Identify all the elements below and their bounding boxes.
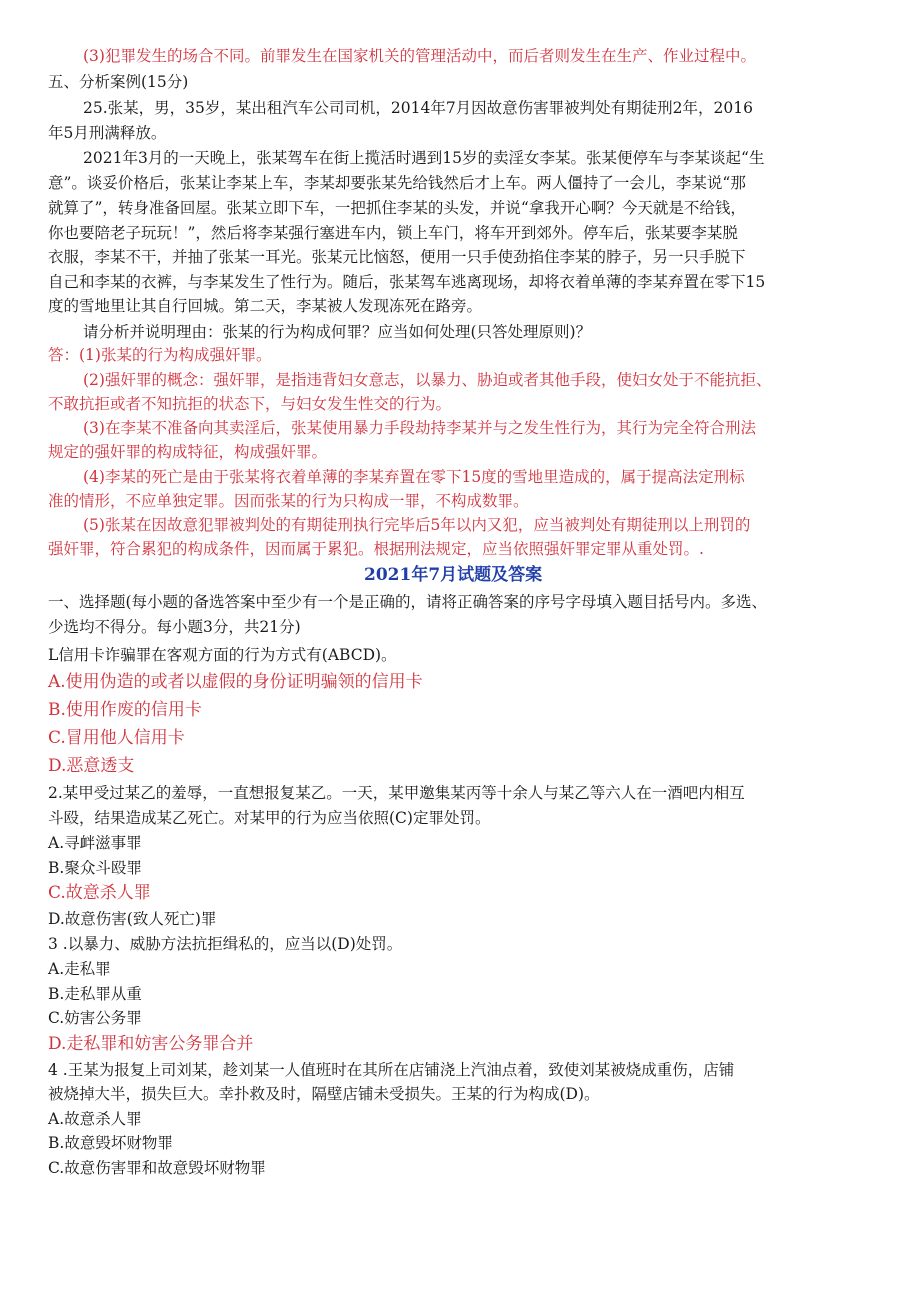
case-line: 就算了”，转身准备回屋。张某立即下车，一把抓住李某的头发，并说“拿我开心啊？今天就是不给钱， [48, 199, 746, 217]
answer-line: 不敢抗拒或者不知抗拒的状态下，与妇女发生性交的行为。 [48, 395, 452, 413]
case-line: 度的雪地里让其自行回城。第二天，李某被人发现冻死在路旁。 [48, 297, 483, 315]
answer-line: (5)张某在因故意犯罪被判处的有期徒刑执行完毕后5年以内又犯，应当被判处有期徒刑以上刑罚的 [83, 516, 751, 534]
case-line: 衣服，李某不干，并抽了张某一耳光。张某元比恼怒，便用一只手使劲掐住李某的脖子，另一只手脱下 [48, 248, 746, 266]
answer-line: (2)强奸罪的概念：强奸罪，是指违背妇女意志，以暴力、胁迫或者其他手段，使妇女处于不能抗拒、 [83, 371, 772, 389]
answer-line: 准的情形，不应单独定罪。因而张某的行为只构成一罪，不构成数罪。 [48, 492, 529, 510]
option: B.故意毁坏财物罪 [48, 1134, 173, 1152]
case-line: 意”。谈妥价格后，张某让李某上车，李某却要张某先给钱然后才上车。两人僵持了一会儿，李某说“那 [48, 174, 746, 192]
answer-line: 规定的强奸罪的构成特征，构成强奸罪。 [48, 443, 328, 461]
option: A.走私罪 [48, 960, 111, 978]
option-correct: D.走私罪和妨害公务罪合并 [48, 1034, 254, 1054]
section-heading: 五、分析案例(15分) [48, 73, 189, 91]
question-stem: 3 .以暴力、威胁方法抗拒缉私的，应当以(D)处罚。 [48, 935, 403, 953]
option: B.走私罪从重 [48, 985, 142, 1003]
question-stem: L信用卡诈骗罪在客观方面的行为方式有(ABCD)。 [48, 646, 397, 664]
question-stem: 被烧掉大半，损失巨大。幸扑救及时，隔壁店铺未受损失。王某的行为构成(D)。 [48, 1085, 600, 1103]
option: A.寻衅滋事罪 [48, 834, 142, 852]
answer-line: (4)李某的死亡是由于张某将衣着单薄的李某弃置在零下15度的雪地里造成的，属于提高法定刑标 [83, 468, 745, 486]
option-correct: A.使用伪造的或者以虚假的身份证明骗领的信用卡 [48, 672, 423, 692]
option-correct: C.冒用他人信用卡 [48, 728, 185, 748]
option-correct: D.恶意透支 [48, 756, 135, 776]
option: D.故意伤害(致人死亡)罪 [48, 910, 217, 928]
case-line: 年5月刑满释放。 [48, 124, 167, 142]
exam-title: 2021年7月试题及答案 [364, 565, 543, 585]
answer-line: 答：(1)张某的行为构成强奸罪。 [48, 346, 272, 364]
option-correct: B.使用作废的信用卡 [48, 700, 202, 720]
case-line: 你也要陪老子玩玩！”，然后将李某强行塞进车内，锁上车门，将车开到郊外。停车后，张某要李某脱 [48, 224, 738, 242]
case-line: 2021年3月的一天晚上，张某驾车在街上揽活时遇到15岁的卖淫女李某。张某便停车与李某谈起“生 [83, 149, 765, 167]
answer-item-3: (3)犯罪发生的场合不同。前罪发生在国家机关的管理活动中，而后者则发生在生产、作业过程中。 [83, 47, 756, 65]
option: C.故意伤害罪和故意毁坏财物罪 [48, 1159, 266, 1177]
answer-line: 强奸罪，符合累犯的构成条件，因而属于累犯。根据刑法规定，应当依照强奸罪定罪从重处罚。. [48, 540, 704, 558]
option: B.聚众斗殴罪 [48, 859, 142, 877]
case-line: 自己和李某的衣裤，与李某发生了性行为。随后，张某驾车逃离现场，却将衣着单薄的李某弃置在零下15 [48, 273, 766, 291]
option: C.妨害公务罪 [48, 1009, 142, 1027]
question-stem: 4 .王某为报复上司刘某，趁刘某一人值班时在其所在店铺浇上汽油点着，致使刘某被烧成重伤，店铺 [48, 1061, 735, 1079]
case-line: 25.张某，男，35岁，某出租汽车公司司机，2014年7月因故意伤害罪被判处有期徒刑2年，2016 [83, 99, 753, 117]
question-prompt: 请分析并说明理由：张某的行为构成何罪？应当如何处理(只答处理原则)？ [83, 323, 592, 341]
section-intro: 一、选择题(每小题的备选答案中至少有一个是正确的，请将正确答案的序号字母填入题目括号内。多选、 [48, 593, 768, 611]
question-stem: 斗殴，结果造成某乙死亡。对某甲的行为应当依照(C)定罪处罚。 [48, 809, 491, 827]
section-intro: 少选均不得分。每小题3分，共21分) [48, 618, 301, 636]
question-stem: 2.某甲受过某乙的羞辱，一直想报复某乙。一天，某甲邀集某丙等十余人与某乙等六人在一酒吧内相互 [48, 784, 745, 802]
answer-line: (3)在李某不准备向其卖淫后，张某使用暴力手段劫持李某并与之发生性行为，其行为完全符合刑法 [83, 419, 756, 437]
option-correct: C.故意杀人罪 [48, 883, 151, 903]
option: A.故意杀人罪 [48, 1110, 142, 1128]
